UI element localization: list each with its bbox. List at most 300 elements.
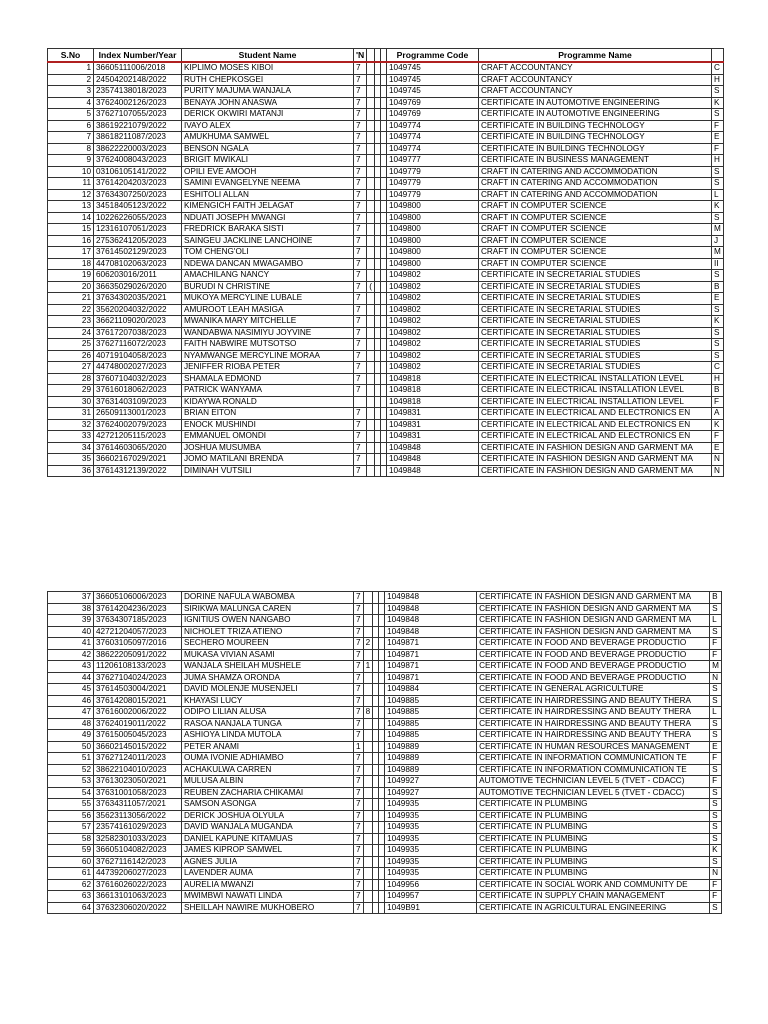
cell-sno: 41 <box>48 638 94 650</box>
cell-extra-1 <box>367 304 375 316</box>
cell-programme-code: 1049800 <box>386 258 478 270</box>
cell-overflow: S <box>711 178 723 190</box>
cell-overflow: L <box>710 615 722 627</box>
cell-student-name: NYAMWANGE MERCYLINE MORAA <box>182 350 354 362</box>
cell-index-number: 37615005045/2023 <box>94 730 182 742</box>
cell-overflow: S <box>710 902 722 914</box>
table-row <box>48 615 722 627</box>
cell-programme-code: 1049871 <box>385 638 477 650</box>
cell-student-name: JUMA SHAMZA ORONDA <box>182 672 354 684</box>
cell-programme-name: CERTIFICATE IN PLUMBING <box>477 833 710 845</box>
table-row <box>48 626 722 638</box>
table-row <box>48 454 724 466</box>
cell-sno: 9 <box>48 155 94 167</box>
cell-programme-code: 1049831 <box>386 419 478 431</box>
student-table-top <box>47 48 724 477</box>
col-header-n: 'N <box>354 49 367 63</box>
table-row <box>48 143 724 155</box>
cell-extra-1 <box>363 776 373 788</box>
cell-overflow: E <box>710 741 722 753</box>
cell-programme-name: CERTIFICATE IN FOOD AND BEVERAGE PRODUCTIO <box>477 672 710 684</box>
cell-student-name: SIRIKWA MALUNGA CAREN <box>182 603 354 615</box>
cell-index-number: 23574138018/2023 <box>94 86 182 98</box>
table-row <box>48 638 722 650</box>
cell-extra-1 <box>367 201 375 213</box>
cell-n-value: 7 <box>354 258 367 270</box>
cell-overflow: S <box>710 833 722 845</box>
cell-programme-code: 1049800 <box>386 212 478 224</box>
cell-overflow: K <box>711 419 723 431</box>
cell-overflow: B <box>711 281 723 293</box>
cell-n-value: 7 <box>354 753 364 765</box>
cell-sno: 38 <box>48 603 94 615</box>
cell-n-value: 7 <box>354 293 367 305</box>
cell-n-value: 7 <box>354 143 367 155</box>
cell-n-value: 7 <box>354 97 367 109</box>
cell-n-value: 7 <box>354 465 367 477</box>
cell-extra-1 <box>367 166 375 178</box>
cell-index-number: 37627116142/2023 <box>94 856 182 868</box>
cell-programme-name: CERTIFICATE IN HAIRDRESSING AND BEAUTY THERA <box>477 730 710 742</box>
cell-index-number: 35623113056/2022 <box>94 810 182 822</box>
cell-index-number: 37627116072/2023 <box>94 339 182 351</box>
cell-student-name: AGNES JULIA <box>182 856 354 868</box>
cell-programme-code: 1049871 <box>385 649 477 661</box>
cell-sno: 47 <box>48 707 94 719</box>
cell-n-value: 7 <box>354 810 364 822</box>
cell-n-value: 7 <box>354 649 364 661</box>
cell-overflow: B <box>711 385 723 397</box>
table-row <box>48 270 724 282</box>
cell-overflow: M <box>711 247 723 259</box>
cell-index-number: 38618211087/2023 <box>94 132 182 144</box>
cell-programme-name: CRAFT IN COMPUTER SCIENCE <box>478 247 711 259</box>
cell-extra-1 <box>367 465 375 477</box>
cell-sno: 18 <box>48 258 94 270</box>
cell-programme-code: 1049802 <box>386 350 478 362</box>
cell-programme-name: CERTIFICATE IN AUTOMOTIVE ENGINEERING <box>478 97 711 109</box>
cell-programme-code: 1049B91 <box>385 902 477 914</box>
table-row <box>48 661 722 673</box>
cell-student-name: PURITY MAJUMA WANJALA <box>182 86 354 98</box>
cell-sno: 51 <box>48 753 94 765</box>
cell-programme-code: 1049802 <box>386 293 478 305</box>
cell-programme-name: CRAFT IN COMPUTER SCIENCE <box>478 224 711 236</box>
cell-n-value: 7 <box>354 454 367 466</box>
cell-index-number: 37634302035/2021 <box>94 293 182 305</box>
cell-index-number: 37614503004/2021 <box>94 684 182 696</box>
cell-extra-1 <box>367 143 375 155</box>
cell-index-number: 37631403109/2023 <box>94 396 182 408</box>
cell-index-number: 38619221079/2022 <box>94 120 182 132</box>
cell-student-name: SAINGEU JACKLINE LANCHOINE <box>182 235 354 247</box>
cell-student-name: MUKASA VIVIAN ASAMI <box>182 649 354 661</box>
cell-extra-1 <box>367 327 375 339</box>
cell-programme-code: 1049885 <box>385 718 477 730</box>
cell-index-number: 37617207038/2023 <box>94 327 182 339</box>
cell-programme-code: 1049935 <box>385 868 477 880</box>
table-row <box>48 258 724 270</box>
cell-index-number: 37614208015/2021 <box>94 695 182 707</box>
cell-index-number: 37616002006/2022 <box>94 707 182 719</box>
cell-student-name: FAITH NABWIRE MUTSOTSO <box>182 339 354 351</box>
cell-overflow: F <box>711 431 723 443</box>
table-row <box>48 442 724 454</box>
cell-n-value: 7 <box>354 120 367 132</box>
table-row <box>48 465 724 477</box>
cell-overflow: S <box>711 166 723 178</box>
cell-n-value: 7 <box>354 603 364 615</box>
cell-student-name: MWIMBWI NAWATI LINDA <box>182 891 354 903</box>
col-header-sno: S.No <box>48 49 94 63</box>
cell-index-number: 03106105141/2022 <box>94 166 182 178</box>
cell-n-value: 7 <box>354 638 364 650</box>
cell-sno: 48 <box>48 718 94 730</box>
table-row <box>48 339 724 351</box>
cell-overflow: S <box>711 304 723 316</box>
cell-programme-code: 1049885 <box>385 707 477 719</box>
col-header-blank-1 <box>367 49 375 63</box>
cell-programme-code: 1049802 <box>386 316 478 328</box>
cell-student-name: MWANIKA MARY MITCHELLE <box>182 316 354 328</box>
cell-sno: 54 <box>48 787 94 799</box>
cell-overflow: L <box>710 707 722 719</box>
cell-overflow: B <box>710 592 722 604</box>
cell-programme-code: 1049935 <box>385 856 477 868</box>
cell-programme-code: 1049774 <box>386 120 478 132</box>
cell-overflow: F <box>710 879 722 891</box>
table-row <box>48 891 722 903</box>
cell-index-number: 44748002027/2023 <box>94 362 182 374</box>
cell-programme-name: CERTIFICATE IN PLUMBING <box>477 856 710 868</box>
cell-programme-code: 1049802 <box>386 281 478 293</box>
cell-programme-name: CERTIFICATE IN PLUMBING <box>477 822 710 834</box>
cell-sno: 14 <box>48 212 94 224</box>
cell-overflow: S <box>711 327 723 339</box>
cell-programme-name: CERTIFICATE IN FOOD AND BEVERAGE PRODUCTIO <box>477 638 710 650</box>
cell-overflow: S <box>710 718 722 730</box>
cell-n-value: 7 <box>354 86 367 98</box>
cell-n-value: 7 <box>354 776 364 788</box>
cell-student-name: BENAYA JOHN ANASWA <box>182 97 354 109</box>
cell-programme-code: 1049956 <box>385 879 477 891</box>
cell-extra-1 <box>367 212 375 224</box>
cell-overflow: S <box>711 109 723 121</box>
cell-n-value: 7 <box>354 764 364 776</box>
cell-extra-1 <box>363 695 373 707</box>
cell-extra-1 <box>367 62 375 74</box>
cell-student-name: AMACHILANG NANCY <box>182 270 354 282</box>
cell-index-number: 36605111006/2018 <box>94 62 182 74</box>
cell-extra-1 <box>367 74 375 86</box>
cell-n-value: 7 <box>354 787 364 799</box>
cell-index-number: 37634307250/2023 <box>94 189 182 201</box>
cell-n-value: 7 <box>354 626 364 638</box>
table-row <box>48 787 722 799</box>
cell-student-name: BURUDI N CHRISTINE <box>182 281 354 293</box>
cell-overflow: F <box>711 143 723 155</box>
table-row <box>48 316 724 328</box>
cell-programme-code: 1049818 <box>386 373 478 385</box>
cell-student-name: LAVENDER AUMA <box>182 868 354 880</box>
cell-extra-1 <box>367 442 375 454</box>
cell-overflow: F <box>710 638 722 650</box>
cell-index-number: 37614603065/2020 <box>94 442 182 454</box>
cell-programme-code: 1049777 <box>386 155 478 167</box>
cell-programme-name: CERTIFICATE IN SECRETARIAL STUDIES <box>478 270 711 282</box>
cell-overflow: H <box>711 74 723 86</box>
cell-n-value: 7 <box>354 224 367 236</box>
cell-sno: 31 <box>48 408 94 420</box>
cell-sno: 7 <box>48 132 94 144</box>
cell-sno: 46 <box>48 695 94 707</box>
cell-student-name: JOMO MATILANI BRENDA <box>182 454 354 466</box>
cell-programme-name: CERTIFICATE IN SECRETARIAL STUDIES <box>478 339 711 351</box>
cell-overflow: S <box>711 86 723 98</box>
cell-n-value: 7 <box>354 822 364 834</box>
cell-n-value: 7 <box>354 201 367 213</box>
cell-student-name: PETER ANAMI <box>182 741 354 753</box>
cell-sno: 50 <box>48 741 94 753</box>
cell-extra-1 <box>363 799 373 811</box>
table-row <box>48 649 722 661</box>
cell-student-name: BRIAN EITON <box>182 408 354 420</box>
cell-programme-name: CERTIFICATE IN SECRETARIAL STUDIES <box>478 316 711 328</box>
cell-extra-1 <box>363 764 373 776</box>
cell-programme-name: CERTIFICATE IN HAIRDRESSING AND BEAUTY THERA <box>477 718 710 730</box>
cell-extra-1 <box>367 373 375 385</box>
cell-index-number: 10226226055/2023 <box>94 212 182 224</box>
cell-overflow: S <box>710 603 722 615</box>
cell-student-name: KIPLIMO MOSES KIBOI <box>182 62 354 74</box>
cell-sno: 56 <box>48 810 94 822</box>
cell-overflow: M <box>711 224 723 236</box>
table-row <box>48 189 724 201</box>
table-row <box>48 408 724 420</box>
cell-programme-code: 1049889 <box>385 753 477 765</box>
cell-index-number: 37624019011/2022 <box>94 718 182 730</box>
cell-sno: 11 <box>48 178 94 190</box>
cell-sno: 43 <box>48 661 94 673</box>
cell-extra-1 <box>367 178 375 190</box>
cell-extra-1 <box>363 845 373 857</box>
cell-programme-code: 1049802 <box>386 270 478 282</box>
cell-programme-name: CRAFT ACCOUNTANCY <box>478 74 711 86</box>
table-row <box>48 753 722 765</box>
cell-index-number: 37616018062/2023 <box>94 385 182 397</box>
table-row <box>48 764 722 776</box>
cell-programme-code: 1049779 <box>386 189 478 201</box>
cell-programme-code: 1049831 <box>386 431 478 443</box>
cell-index-number: 11206108133/2023 <box>94 661 182 673</box>
table-row <box>48 431 724 443</box>
col-header-programme-code: Programme Code <box>386 49 478 63</box>
cell-n-value: 7 <box>354 109 367 121</box>
cell-programme-code: 1049745 <box>386 86 478 98</box>
col-header-index-number: Index Number/Year <box>94 49 182 63</box>
cell-student-name: FREDRICK BARAKA SISTI <box>182 224 354 236</box>
table-row <box>48 419 724 431</box>
cell-extra-1 <box>367 431 375 443</box>
cell-programme-name: CERTIFICATE IN FOOD AND BEVERAGE PRODUCTIO <box>477 649 710 661</box>
cell-index-number: 36621109020/2023 <box>94 316 182 328</box>
cell-student-name: AMUROOT LEAH MASIGA <box>182 304 354 316</box>
cell-n-value: 7 <box>354 189 367 201</box>
cell-programme-code: 1049745 <box>386 74 478 86</box>
cell-n-value: 7 <box>354 431 367 443</box>
cell-index-number: 35620204032/2022 <box>94 304 182 316</box>
cell-overflow: K <box>711 201 723 213</box>
cell-n-value: 7 <box>354 304 367 316</box>
cell-sno: 59 <box>48 845 94 857</box>
cell-student-name: ODIPO LILIAN ALUSA <box>182 707 354 719</box>
cell-sno: 16 <box>48 235 94 247</box>
cell-programme-name: CERTIFICATE IN ELECTRICAL INSTALLATION LEVEL <box>478 385 711 397</box>
cell-extra-1 <box>363 879 373 891</box>
cell-overflow: F <box>710 891 722 903</box>
cell-sno: 25 <box>48 339 94 351</box>
cell-n-value: 7 <box>354 845 364 857</box>
cell-extra-1 <box>363 649 373 661</box>
cell-sno: 33 <box>48 431 94 443</box>
cell-programme-name: CERTIFICATE IN BUILDING TECHNOLOGY <box>478 120 711 132</box>
cell-programme-code: 1049848 <box>385 615 477 627</box>
cell-programme-name: CERTIFICATE IN ELECTRICAL AND ELECTRONICS EN <box>478 408 711 420</box>
cell-student-name: DANIEL KAPUNE KITAMUAS <box>182 833 354 845</box>
cell-programme-code: 1049802 <box>386 327 478 339</box>
table-row <box>48 741 722 753</box>
cell-n-value: 7 <box>354 879 364 891</box>
cell-student-name: DIMINAH VUTSILI <box>182 465 354 477</box>
table-row <box>48 856 722 868</box>
cell-n-value: 7 <box>354 166 367 178</box>
cell-n-value: 7 <box>354 833 364 845</box>
table-row <box>48 281 724 293</box>
cell-index-number: 37631001058/2023 <box>94 787 182 799</box>
cell-n-value: 7 <box>354 891 364 903</box>
cell-sno: 62 <box>48 879 94 891</box>
cell-index-number: 44739206027/2023 <box>94 868 182 880</box>
cell-programme-name: CRAFT IN CATERING AND ACCOMMODATION <box>478 189 711 201</box>
cell-student-name: NICHOLET TRIZA ATIENO <box>182 626 354 638</box>
cell-sno: 13 <box>48 201 94 213</box>
cell-programme-name: CERTIFICATE IN BUILDING TECHNOLOGY <box>478 143 711 155</box>
cell-overflow: S <box>710 822 722 834</box>
cell-programme-code: 1049800 <box>386 201 478 213</box>
cell-student-name: ASHIOYA LINDA MUTOLA <box>182 730 354 742</box>
cell-overflow: S <box>711 270 723 282</box>
table-row <box>48 707 722 719</box>
cell-sno: 26 <box>48 350 94 362</box>
cell-student-name: WANDABWA NASIMIYU JOYVINE <box>182 327 354 339</box>
cell-sno: 21 <box>48 293 94 305</box>
cell-programme-name: CERTIFICATE IN INFORMATION COMMUNICATION TE <box>477 764 710 776</box>
cell-extra-1 <box>367 408 375 420</box>
table-row <box>48 293 724 305</box>
cell-n-value: 7 <box>354 132 367 144</box>
cell-sno: 4 <box>48 97 94 109</box>
header-row <box>48 49 724 63</box>
cell-sno: 12 <box>48 189 94 201</box>
cell-programme-code: 1049935 <box>385 799 477 811</box>
cell-extra-1 <box>367 270 375 282</box>
cell-overflow: S <box>710 787 722 799</box>
cell-programme-code: 1049889 <box>385 764 477 776</box>
cell-index-number: 24504202148/2022 <box>94 74 182 86</box>
cell-extra-1 <box>367 97 375 109</box>
cell-overflow: N <box>710 672 722 684</box>
cell-programme-name: CERTIFICATE IN FASHION DESIGN AND GARMENT MA <box>478 454 711 466</box>
cell-programme-code: 1049769 <box>386 109 478 121</box>
cell-index-number: 42721204057/2023 <box>94 626 182 638</box>
cell-extra-1 <box>367 247 375 259</box>
cell-index-number: 38622104010/2023 <box>94 764 182 776</box>
cell-programme-name: CERTIFICATE IN FASHION DESIGN AND GARMENT MA <box>477 615 710 627</box>
cell-student-name: ENOCK MUSHINDI <box>182 419 354 431</box>
cell-sno: 36 <box>48 465 94 477</box>
cell-sno: 45 <box>48 684 94 696</box>
cell-programme-code: 1049802 <box>386 362 478 374</box>
cell-programme-code: 1049927 <box>385 776 477 788</box>
cell-overflow: L <box>711 189 723 201</box>
cell-student-name: NDUATI JOSEPH MWANGI <box>182 212 354 224</box>
cell-n-value: 7 <box>354 316 367 328</box>
cell-index-number: 34518405123/2022 <box>94 201 182 213</box>
cell-programme-code: 1049885 <box>385 730 477 742</box>
cell-overflow: H <box>711 155 723 167</box>
cell-n-value: 7 <box>354 695 364 707</box>
cell-sno: 52 <box>48 764 94 776</box>
table-row <box>48 868 722 880</box>
table-row <box>48 201 724 213</box>
cell-student-name: NDEWA DANCAN MWAGAMBO <box>182 258 354 270</box>
cell-overflow: M <box>710 661 722 673</box>
cell-programme-code: 1049884 <box>385 684 477 696</box>
table-row <box>48 373 724 385</box>
cell-programme-code: 1049800 <box>386 247 478 259</box>
cell-index-number: 37614312139/2022 <box>94 465 182 477</box>
table-row <box>48 879 722 891</box>
cell-programme-name: AUTOMOTIVE TECHNICIAN LEVEL 5 (TVET - CDACC) <box>477 787 710 799</box>
table-row <box>48 86 724 98</box>
table-row <box>48 730 722 742</box>
cell-student-name: REUBEN ZACHARIA CHIKAMAI <box>182 787 354 799</box>
cell-student-name: IGNITIUS OWEN NANGABO <box>182 615 354 627</box>
cell-programme-name: CRAFT ACCOUNTANCY <box>478 86 711 98</box>
cell-n-value: 1 <box>354 741 364 753</box>
cell-programme-code: 1049800 <box>386 235 478 247</box>
cell-sno: 29 <box>48 385 94 397</box>
cell-programme-name: CRAFT IN COMPUTER SCIENCE <box>478 235 711 247</box>
cell-sno: 44 <box>48 672 94 684</box>
cell-n-value: 7 <box>354 419 367 431</box>
cell-student-name: JOSHUA MUSUMBA <box>182 442 354 454</box>
table-body-top <box>48 62 724 477</box>
cell-programme-code: 1049831 <box>386 408 478 420</box>
cell-extra-1 <box>363 753 373 765</box>
student-table-bottom <box>47 591 722 914</box>
cell-index-number: 37613023050/2021 <box>94 776 182 788</box>
cell-programme-name: AUTOMOTIVE TECHNICIAN LEVEL 5 (TVET - CDACC) <box>477 776 710 788</box>
cell-extra-1 <box>363 787 373 799</box>
table-row <box>48 120 724 132</box>
cell-programme-code: 1049848 <box>386 442 478 454</box>
cell-student-name: RUTH CHEPKOSGEI <box>182 74 354 86</box>
table-row <box>48 845 722 857</box>
cell-index-number: 32582301033/2023 <box>94 833 182 845</box>
cell-student-name: MULUSA ALBIN <box>182 776 354 788</box>
cell-programme-code: 1049779 <box>386 178 478 190</box>
